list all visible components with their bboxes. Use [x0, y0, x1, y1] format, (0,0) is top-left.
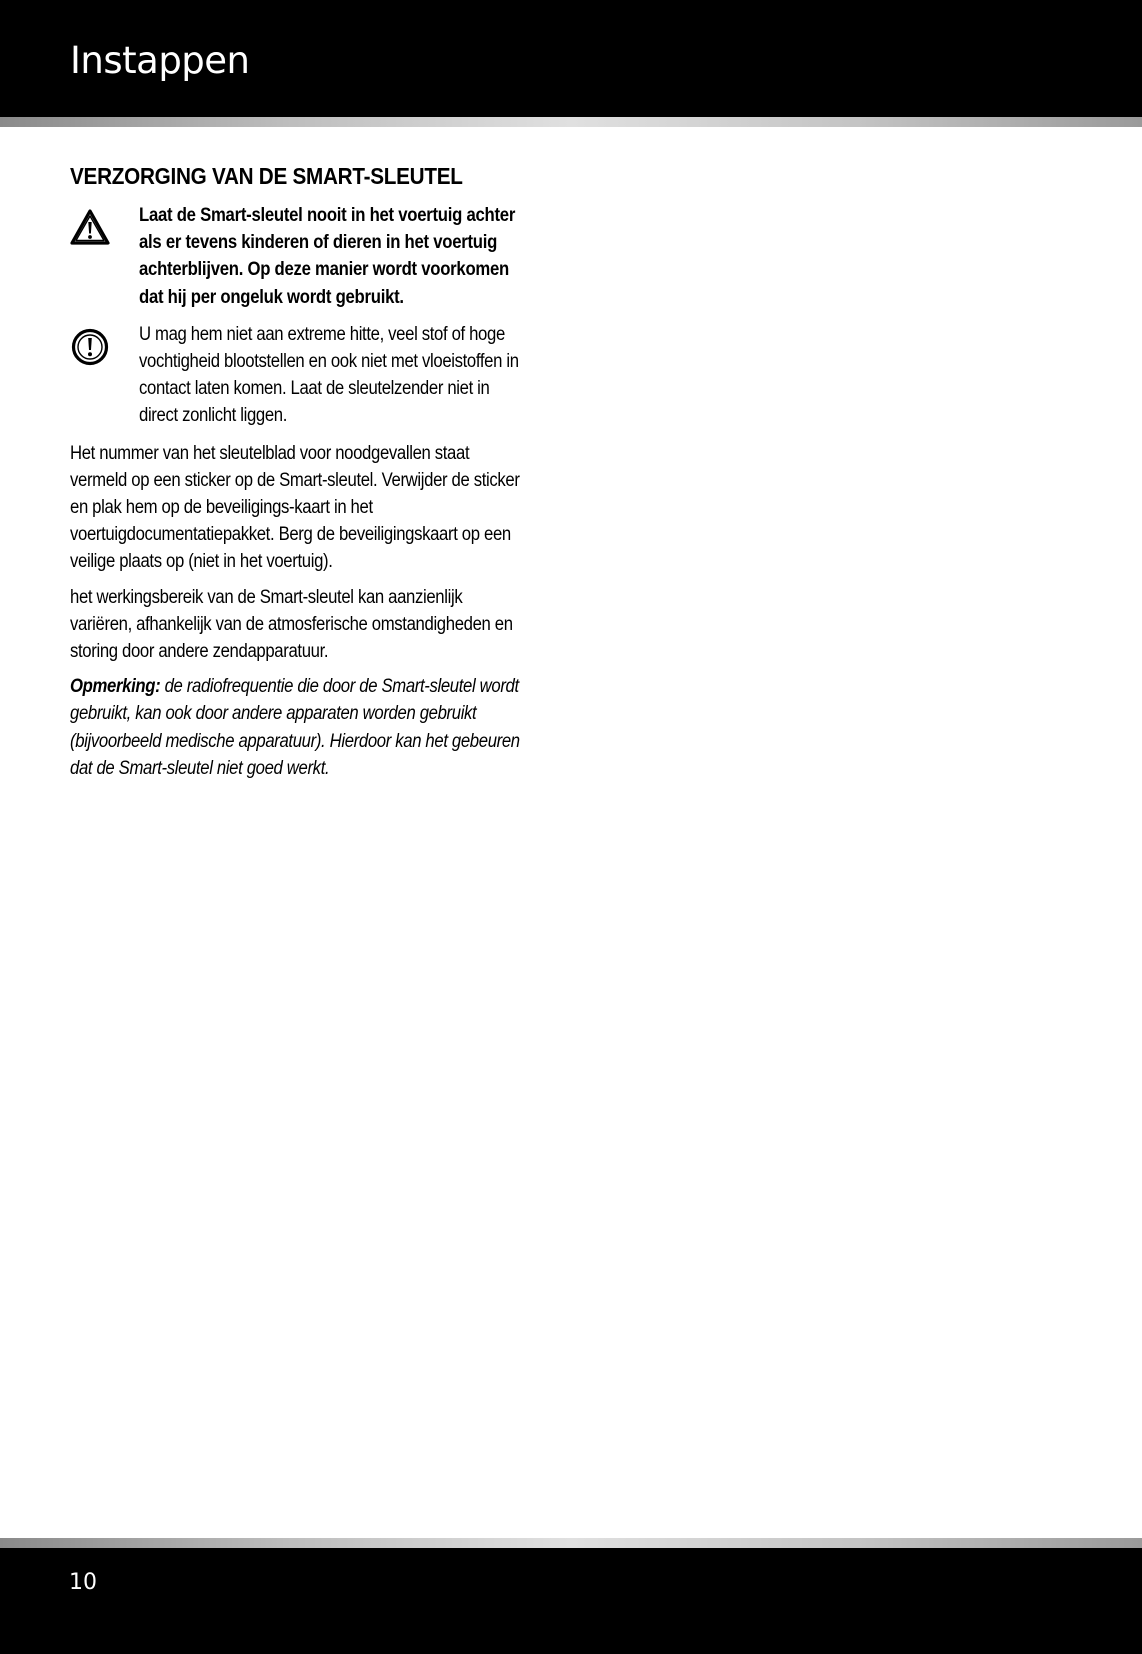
- footer-divider: [0, 1538, 1142, 1548]
- caution-text: U mag hem niet aan extreme hitte, veel stof of hoge vochtigheid blootstellen en ook niet met vloeistoffen in contact laten komen. Laat de sleutelzender niet in direct zonlicht liggen.: [139, 323, 519, 427]
- section-heading: VERZORGING VAN DE SMART-SLEUTEL: [70, 163, 463, 189]
- page-footer: [0, 1548, 1142, 1654]
- page-title: Instappen: [70, 39, 250, 82]
- body-paragraph-sticker: Het nummer van het sleutelblad voor noodgevallen staat vermeld op een sticker op de Smart-sleutel. Verwijder de sticker en plak hem op de beveiligings-kaart in het voertuigdocumentatiepakket. Berg de beveiligingskaart op een veilige plaats op (niet in het voertuig).: [70, 442, 520, 573]
- warning-triangle-icon: [70, 208, 110, 248]
- page-header: [0, 0, 1142, 117]
- body-paragraph-range: het werkingsbereik van de Smart-sleutel kan aanzienlijk variëren, afhankelijk van de atmosferische omstandigheden en storing door andere zendapparatuur.: [70, 586, 513, 663]
- note-text: de radiofrequentie die door de Smart-sleutel wordt gebruikt, kan ook door andere apparaten worden gebruikt (bijvoorbeeld medische apparatuur). Hierdoor kan het gebeuren dat de Smart-sleutel niet goed werkt.: [70, 676, 520, 779]
- note-label: Opmerking:: [70, 676, 161, 698]
- header-divider: [0, 117, 1142, 127]
- warning-text: Laat de Smart-sleutel nooit in het voertuig achter als er tevens kinderen of dieren in het voertuig achterblijven. Op deze manier wordt voorkomen dat hij per ongeluk wordt gebruikt.: [139, 205, 516, 308]
- caution-notice: [70, 321, 520, 430]
- page-number: 10: [69, 1570, 97, 1595]
- warning-notice: [70, 202, 520, 311]
- main-content: [70, 160, 520, 790]
- note-paragraph: [70, 673, 521, 782]
- exclamation-circle-icon: [70, 327, 110, 367]
